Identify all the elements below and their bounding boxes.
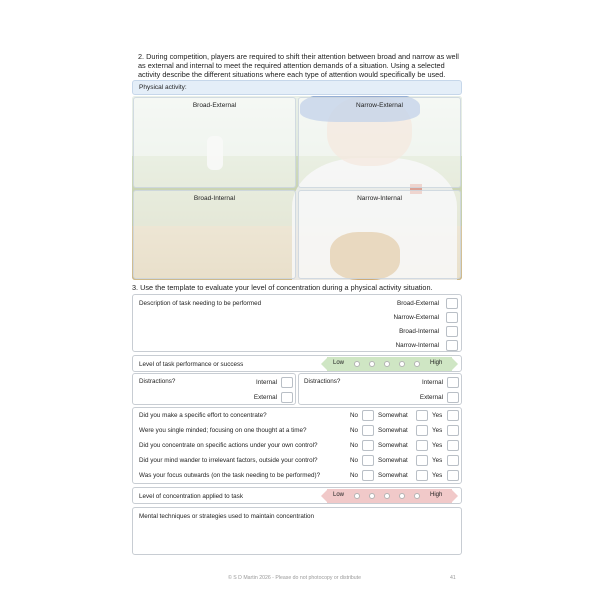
page-number: 41: [450, 575, 456, 581]
distractions-right-label: Distractions?: [304, 378, 341, 385]
broad-external-label: Broad-External: [192, 102, 237, 109]
concentration-scale-point-1[interactable]: [354, 493, 360, 499]
no-label-4: No: [350, 457, 359, 464]
narrow-external-cell[interactable]: [298, 97, 461, 188]
concentration-scale-point-4[interactable]: [399, 493, 405, 499]
performance-high-label: High: [430, 360, 443, 366]
distractions-right-internal-checkbox[interactable]: [447, 377, 459, 388]
distractions-right-external-checkbox[interactable]: [447, 392, 459, 403]
no-checkbox-3[interactable]: [362, 440, 374, 451]
performance-scale-point-4[interactable]: [399, 361, 405, 367]
concentration-high-label: High: [430, 492, 443, 498]
concentration-scale-right-tip: [451, 489, 458, 503]
narrow-external-label: Narrow-External: [356, 102, 403, 109]
somewhat-label-4: Somewhat: [378, 457, 408, 464]
distractions-right-internal-label: Internal: [421, 379, 443, 386]
question-row-3: Did you concentrate on specific actions under your own control?: [139, 442, 318, 449]
concentration-scale-point-3[interactable]: [384, 493, 390, 499]
performance-label: Level of task performance or success: [139, 361, 244, 368]
performance-scale-right-tip: [451, 357, 458, 371]
distractions-left-internal-checkbox[interactable]: [281, 377, 293, 388]
somewhat-label-5: Somewhat: [378, 472, 408, 479]
performance-scale-point-5[interactable]: [414, 361, 420, 367]
yes-label-4: Yes: [432, 457, 443, 464]
somewhat-checkbox-1[interactable]: [416, 410, 428, 421]
yes-checkbox-5[interactable]: [447, 470, 459, 481]
distractions-left-external-label: External: [253, 394, 277, 401]
performance-row: [132, 355, 462, 372]
checkbox-broad-external[interactable]: [446, 298, 458, 309]
attention-label-broad-external: Broad-External: [397, 300, 439, 307]
baseball-photo-background: [132, 96, 462, 280]
no-label-5: No: [350, 472, 359, 479]
narrow-internal-cell[interactable]: [298, 190, 461, 279]
no-checkbox-1[interactable]: [362, 410, 374, 421]
no-label-1: No: [350, 412, 359, 419]
copyright-notice: © S D Martin 2026 - Please do not photocopy or distribute: [228, 575, 362, 581]
performance-scale-point-1[interactable]: [354, 361, 360, 367]
attention-label-narrow-internal: Narrow-Internal: [395, 342, 439, 349]
yes-checkbox-4[interactable]: [447, 455, 459, 466]
question-2-text: 2. During competition, players are required to shift their attention between broad and narrow as well as external and internal to meet the required attention demands of a situation. Using a selected activity describe the different situations where each type of attention would specifically be used.: [138, 52, 459, 80]
attention-label-narrow-external: Narrow-External: [393, 314, 439, 321]
broad-external-cell[interactable]: [133, 97, 296, 188]
yes-label-5: Yes: [432, 472, 443, 479]
checkbox-broad-internal[interactable]: [446, 326, 458, 337]
distractions-left-label: Distractions?: [139, 378, 176, 385]
yes-label-2: Yes: [432, 427, 443, 434]
techniques-label: Mental techniques or strategies used to maintain concentration: [139, 513, 315, 520]
physical-activity-field[interactable]: [132, 80, 462, 95]
concentration-scale-point-5[interactable]: [414, 493, 420, 499]
concentration-row: [132, 487, 462, 504]
distractions-left-external-checkbox[interactable]: [281, 392, 293, 403]
distractions-right-external-label: External: [419, 394, 443, 401]
no-checkbox-5[interactable]: [362, 470, 374, 481]
narrow-internal-label: Narrow-Internal: [357, 195, 402, 202]
distractions-box-right: [298, 373, 462, 405]
no-checkbox-4[interactable]: [362, 455, 374, 466]
somewhat-checkbox-4[interactable]: [416, 455, 428, 466]
broad-internal-label: Broad-Internal: [193, 195, 236, 202]
physical-activity-label: Physical activity:: [139, 84, 187, 91]
distractions-box-left: [132, 373, 296, 405]
somewhat-checkbox-2[interactable]: [416, 425, 428, 436]
question-3-text: 3. Use the template to evaluate your level of concentration during a physical activity situation.: [132, 283, 433, 292]
concentration-scale-point-2[interactable]: [369, 493, 375, 499]
somewhat-label-3: Somewhat: [378, 442, 408, 449]
concentration-label: Level of concentration applied to task: [139, 493, 243, 500]
no-label-2: No: [350, 427, 359, 434]
concentration-scale[interactable]: [321, 489, 458, 503]
broad-internal-cell[interactable]: [133, 190, 296, 279]
concentration-low-label: Low: [333, 492, 345, 498]
somewhat-label-1: Somewhat: [378, 412, 408, 419]
somewhat-label-2: Somewhat: [378, 427, 408, 434]
distractions-left-internal-label: Internal: [255, 379, 277, 386]
checkbox-narrow-internal[interactable]: [446, 340, 458, 351]
yes-checkbox-3[interactable]: [447, 440, 459, 451]
attention-label-broad-internal: Broad-Internal: [399, 328, 439, 335]
questions-box: [132, 407, 462, 484]
task-description-label: Description of task needing to be performed: [139, 300, 262, 307]
yes-checkbox-2[interactable]: [447, 425, 459, 436]
yes-label-3: Yes: [432, 442, 443, 449]
performance-scale-point-2[interactable]: [369, 361, 375, 367]
question-row-5: Was your focus outwards (on the task needing to be performed)?: [139, 472, 321, 479]
somewhat-checkbox-3[interactable]: [416, 440, 428, 451]
no-checkbox-2[interactable]: [362, 425, 374, 436]
yes-label-1: Yes: [432, 412, 443, 419]
somewhat-checkbox-5[interactable]: [416, 470, 428, 481]
task-description-box[interactable]: [132, 294, 462, 352]
question-row-4: Did your mind wander to irrelevant factors, outside your control?: [139, 457, 318, 464]
performance-low-label: Low: [333, 360, 345, 366]
question-row-2: Were you single minded; focusing on one thought at a time?: [139, 427, 307, 434]
no-label-3: No: [350, 442, 359, 449]
question-row-1: Did you make a specific effort to concentrate?: [139, 412, 267, 419]
techniques-box[interactable]: [132, 507, 462, 555]
yes-checkbox-1[interactable]: [447, 410, 459, 421]
performance-scale[interactable]: [321, 357, 458, 371]
checkbox-narrow-external[interactable]: [446, 312, 458, 323]
performance-scale-point-3[interactable]: [384, 361, 390, 367]
